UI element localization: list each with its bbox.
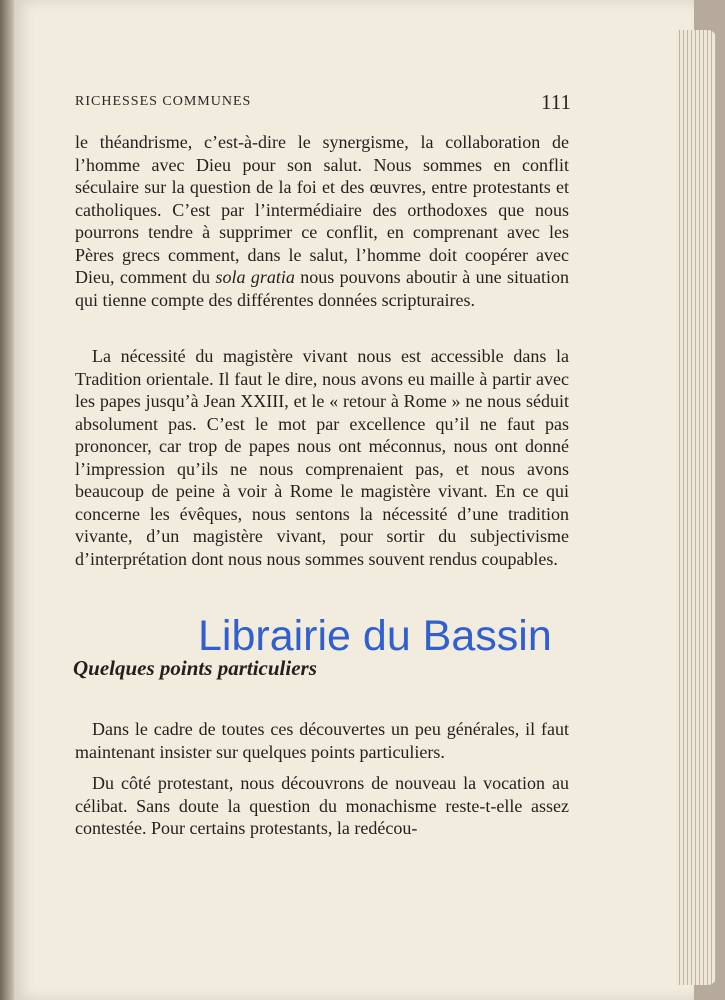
paragraph-1-italic: sola gratia [215, 267, 295, 287]
page-stack-edges [676, 30, 716, 985]
paragraph-1 [75, 131, 569, 311]
paragraph-2-text: La nécessité du magistère vivant nous est accessible dans la Tradition orientale. Il faut le dire, nous avons eu maille à partir avec les papes jusqu’à Jean XXIII, et le « retour à Rome » ne nous séduit absolument pas. C’est le mot par excellence qu’il ne faut pas prononcer, car trop de papes nous ont méconnus, nous ont donné l’impression qu’ils ne nous comprenaient pas, et nous avons beaucoup de peine à voir à Rome le magistère vivant. En ce qui concerne les évêques, nous sentons la nécessité d’une tradition vivante, d’un magistère vivant, pour sortir du subjectivisme d’interprétation dont nous nous sommes souvent rendus coupables. [75, 346, 569, 569]
paragraph-1-text-end: nous pouvons aboutir à une situation qui tienne compte des différentes données scripturaires. [75, 267, 569, 310]
paragraph-2 [75, 345, 569, 570]
paragraph-4 [75, 772, 569, 840]
watermark-text: Librairie du Bassin [198, 612, 552, 660]
paragraph-3-text: Dans le cadre de toutes ces découvertes un peu générales, il faut maintenant insister sur quelques points particuliers. [75, 719, 569, 762]
paragraph-3 [75, 718, 569, 763]
paragraph-4-text: Du côté protestant, nous découvrons de nouveau la vocation au célibat. Sans doute la question du monachisme reste-t-elle assez contestée. Pour certains protestants, la redécou- [75, 773, 569, 838]
page-header [75, 90, 571, 118]
section-heading: Quelques points particuliers [73, 656, 317, 680]
page-number: 111 [541, 90, 571, 114]
paragraph-1-text: le théandrisme, c’est-à-dire le synergisme, la collaboration de l’homme avec Dieu pour son salut. Nous sommes en conflit séculaire sur la question de la foi et des œuvres, entre protestants et catholiques. C’est par l’intermédiaire des orthodoxes que nous pourrons tendre à supprimer ce conflit, en comprenant avec les Pères grecs comment, dans le salut, l’homme doit coopérer avec Dieu, comment du [75, 132, 569, 287]
running-head: RICHESSES COMMUNES [75, 94, 252, 109]
